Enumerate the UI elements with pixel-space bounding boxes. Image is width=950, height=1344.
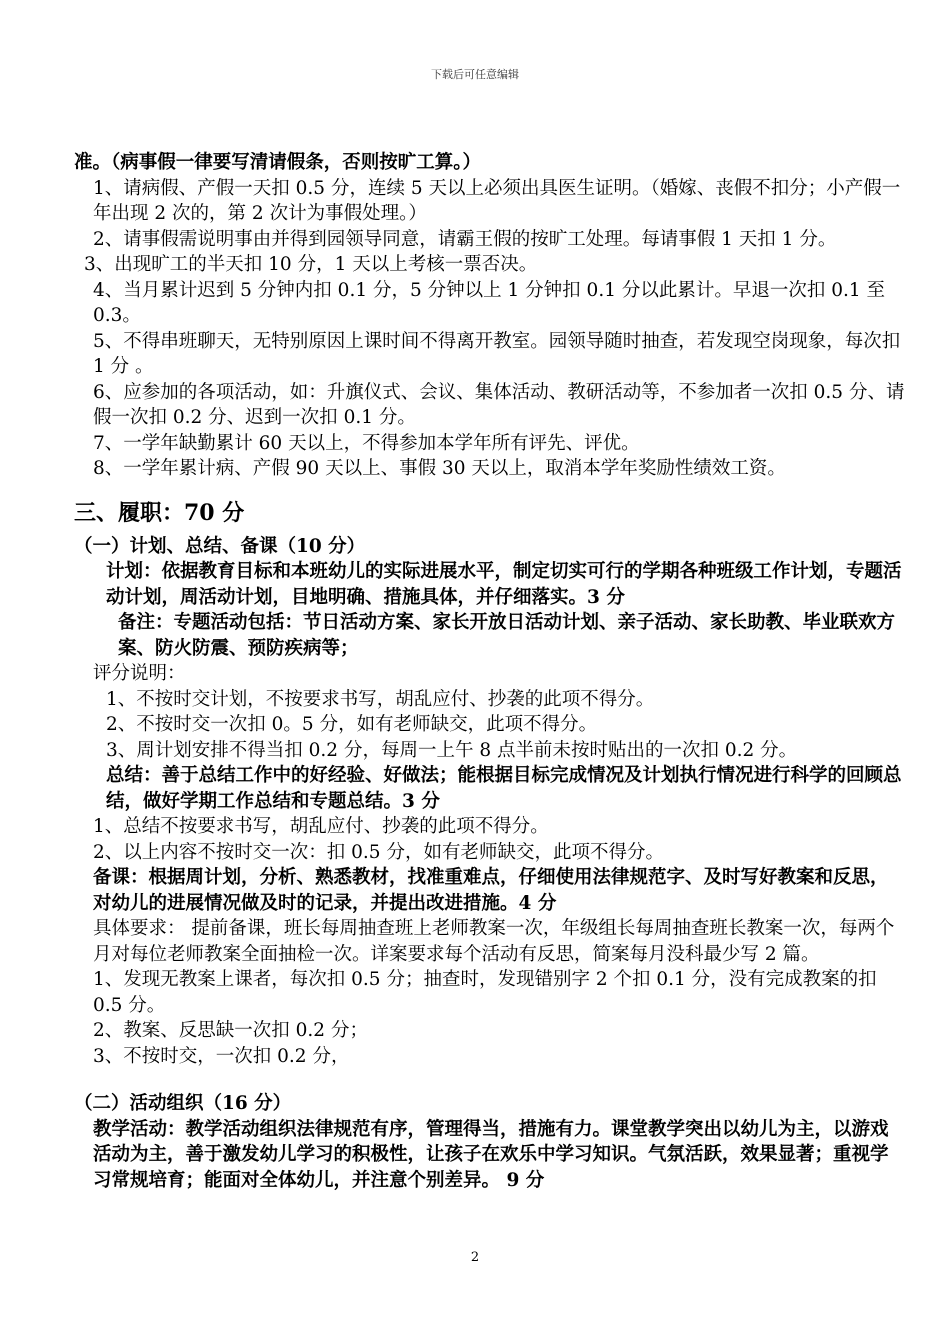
list-item: 2、教案、反思缺一次扣 0.2 分；: [93, 1020, 368, 1041]
list-item: 1、总结不按要求书写，胡乱应付、抄袭的此项不得分。: [93, 816, 549, 837]
spacer: [74, 1069, 906, 1091]
page-header: 下载后可任意编辑: [431, 68, 519, 81]
paragraph: 准。（病事假一律要写清请假条，否则按旷工算。）: [74, 152, 482, 173]
paragraph: 计划：依据教育目标和本班幼儿的实际进展水平，制定切实可行的学期各种班级工作计划，专题活动计划，周活动计划，目地明确、措施具体，并仔细落实。3 分: [106, 561, 902, 608]
list-item: 5、不得串班聊天，无特别原因上课时间不得离开教室。园领导随时抽查，若发现空岗现象，每次扣 1 分 。: [93, 330, 901, 377]
paragraph: 评分说明：: [93, 663, 186, 684]
paragraph: 总结：善于总结工作中的好经验、好做法；能根据目标完成情况及计划执行情况进行科学的回顾总结，做好学期工作总结和专题总结。3 分: [106, 765, 902, 812]
paragraph: 具体要求： 提前备课，班长每周抽查班上老师教案一次，年级组长每周抽查班长教案一次，每两个月对每位老师教案全面抽检一次。详案要求每个活动有反思，简案每月没科最少写 2 篇。: [93, 918, 895, 965]
list-item: 1、请病假、产假一天扣 0.5 分，连续 5 天以上必须出具医生证明。（婚嫁、丧假不扣分；小产假一年出现 2 次的，第 2 次计为事假处理。）: [93, 177, 901, 224]
subsection-heading: （一）计划、总结、备课（10 分）: [74, 535, 366, 557]
document-body: [74, 150, 906, 1193]
list-item: 7、一学年缺勤累计 60 天以上，不得参加本学年所有评先、评优。: [93, 432, 640, 454]
subsection-heading: （二）活动组织（16 分）: [74, 1093, 292, 1114]
list-item: 3、周计划安排不得当扣 0.2 分，每周一上午 8 点半前未按时贴出的一次扣 0.2 分。: [106, 739, 798, 761]
page-number: 2: [470, 1250, 480, 1265]
list-item: 1、发现无教案上课者，每次扣 0.5 分；抽查时，发现错别字 2 个扣 0.1 分，没有完成教案的扣 0.5 分。: [93, 969, 877, 1016]
list-item: 2、请事假需说明事由并得到园领导同意，请霸王假的按旷工处理。每请事假 1 天扣 1 分。: [93, 228, 837, 250]
paragraph: 备注：专题活动包括：节日活动方案、家长开放日活动计划、亲子活动、家长助教、毕业联欢方案、防火防震、预防疾病等；: [118, 612, 896, 659]
list-item: 3、不按时交，一次扣 0.2 分，: [93, 1045, 350, 1067]
paragraph: 教学活动：教学活动组织法律规范有序，管理得当，措施有力。课堂教学突出以幼儿为主，以游戏活动为主，善于激发幼儿学习的积极性，让孩子在欢乐中学习知识。气氛活跃，效果显著；重视学习常规培育；能面对全体幼儿，并注意个别差异。 9 分: [93, 1118, 889, 1191]
list-item: 8、一学年累计病、产假 90 天以上、事假 30 天以上，取消本学年奖励性绩效工资。: [93, 458, 786, 479]
paragraph: 备课：根据周计划，分析、熟悉教材，找准重难点，仔细使用法律规范字、及时写好教案和反思，对幼儿的进展情况做及时的记录，并提出改进措施。4 分: [93, 867, 889, 914]
list-item: 2、不按时交一次扣 0。5 分，如有老师缺交，此项不得分。: [106, 714, 598, 735]
list-item: 6、应参加的各项活动，如：升旗仪式、会议、集体活动、教研活动等，不参加者一次扣 0.5 分、请假一次扣 0.2 分、迟到一次扣 0.1 分。: [93, 381, 905, 428]
list-item: 1、不按时交计划，不按要求书写，胡乱应付、抄袭的此项不得分。: [106, 688, 655, 710]
list-item: 3、出现旷工的半天扣 10 分，1 天以上考核一票否决。: [84, 254, 538, 275]
list-item: 2、以上内容不按时交一次：扣 0.5 分，如有老师缺交，此项不得分。: [93, 841, 664, 863]
list-item: 4、当月累计迟到 5 分钟内扣 0.1 分，5 分钟以上 1 分钟扣 0.1 分以此累计。早退一次扣 0.1 至 0.3。: [93, 279, 886, 326]
section-heading: 三、履职：70 分: [74, 499, 245, 526]
